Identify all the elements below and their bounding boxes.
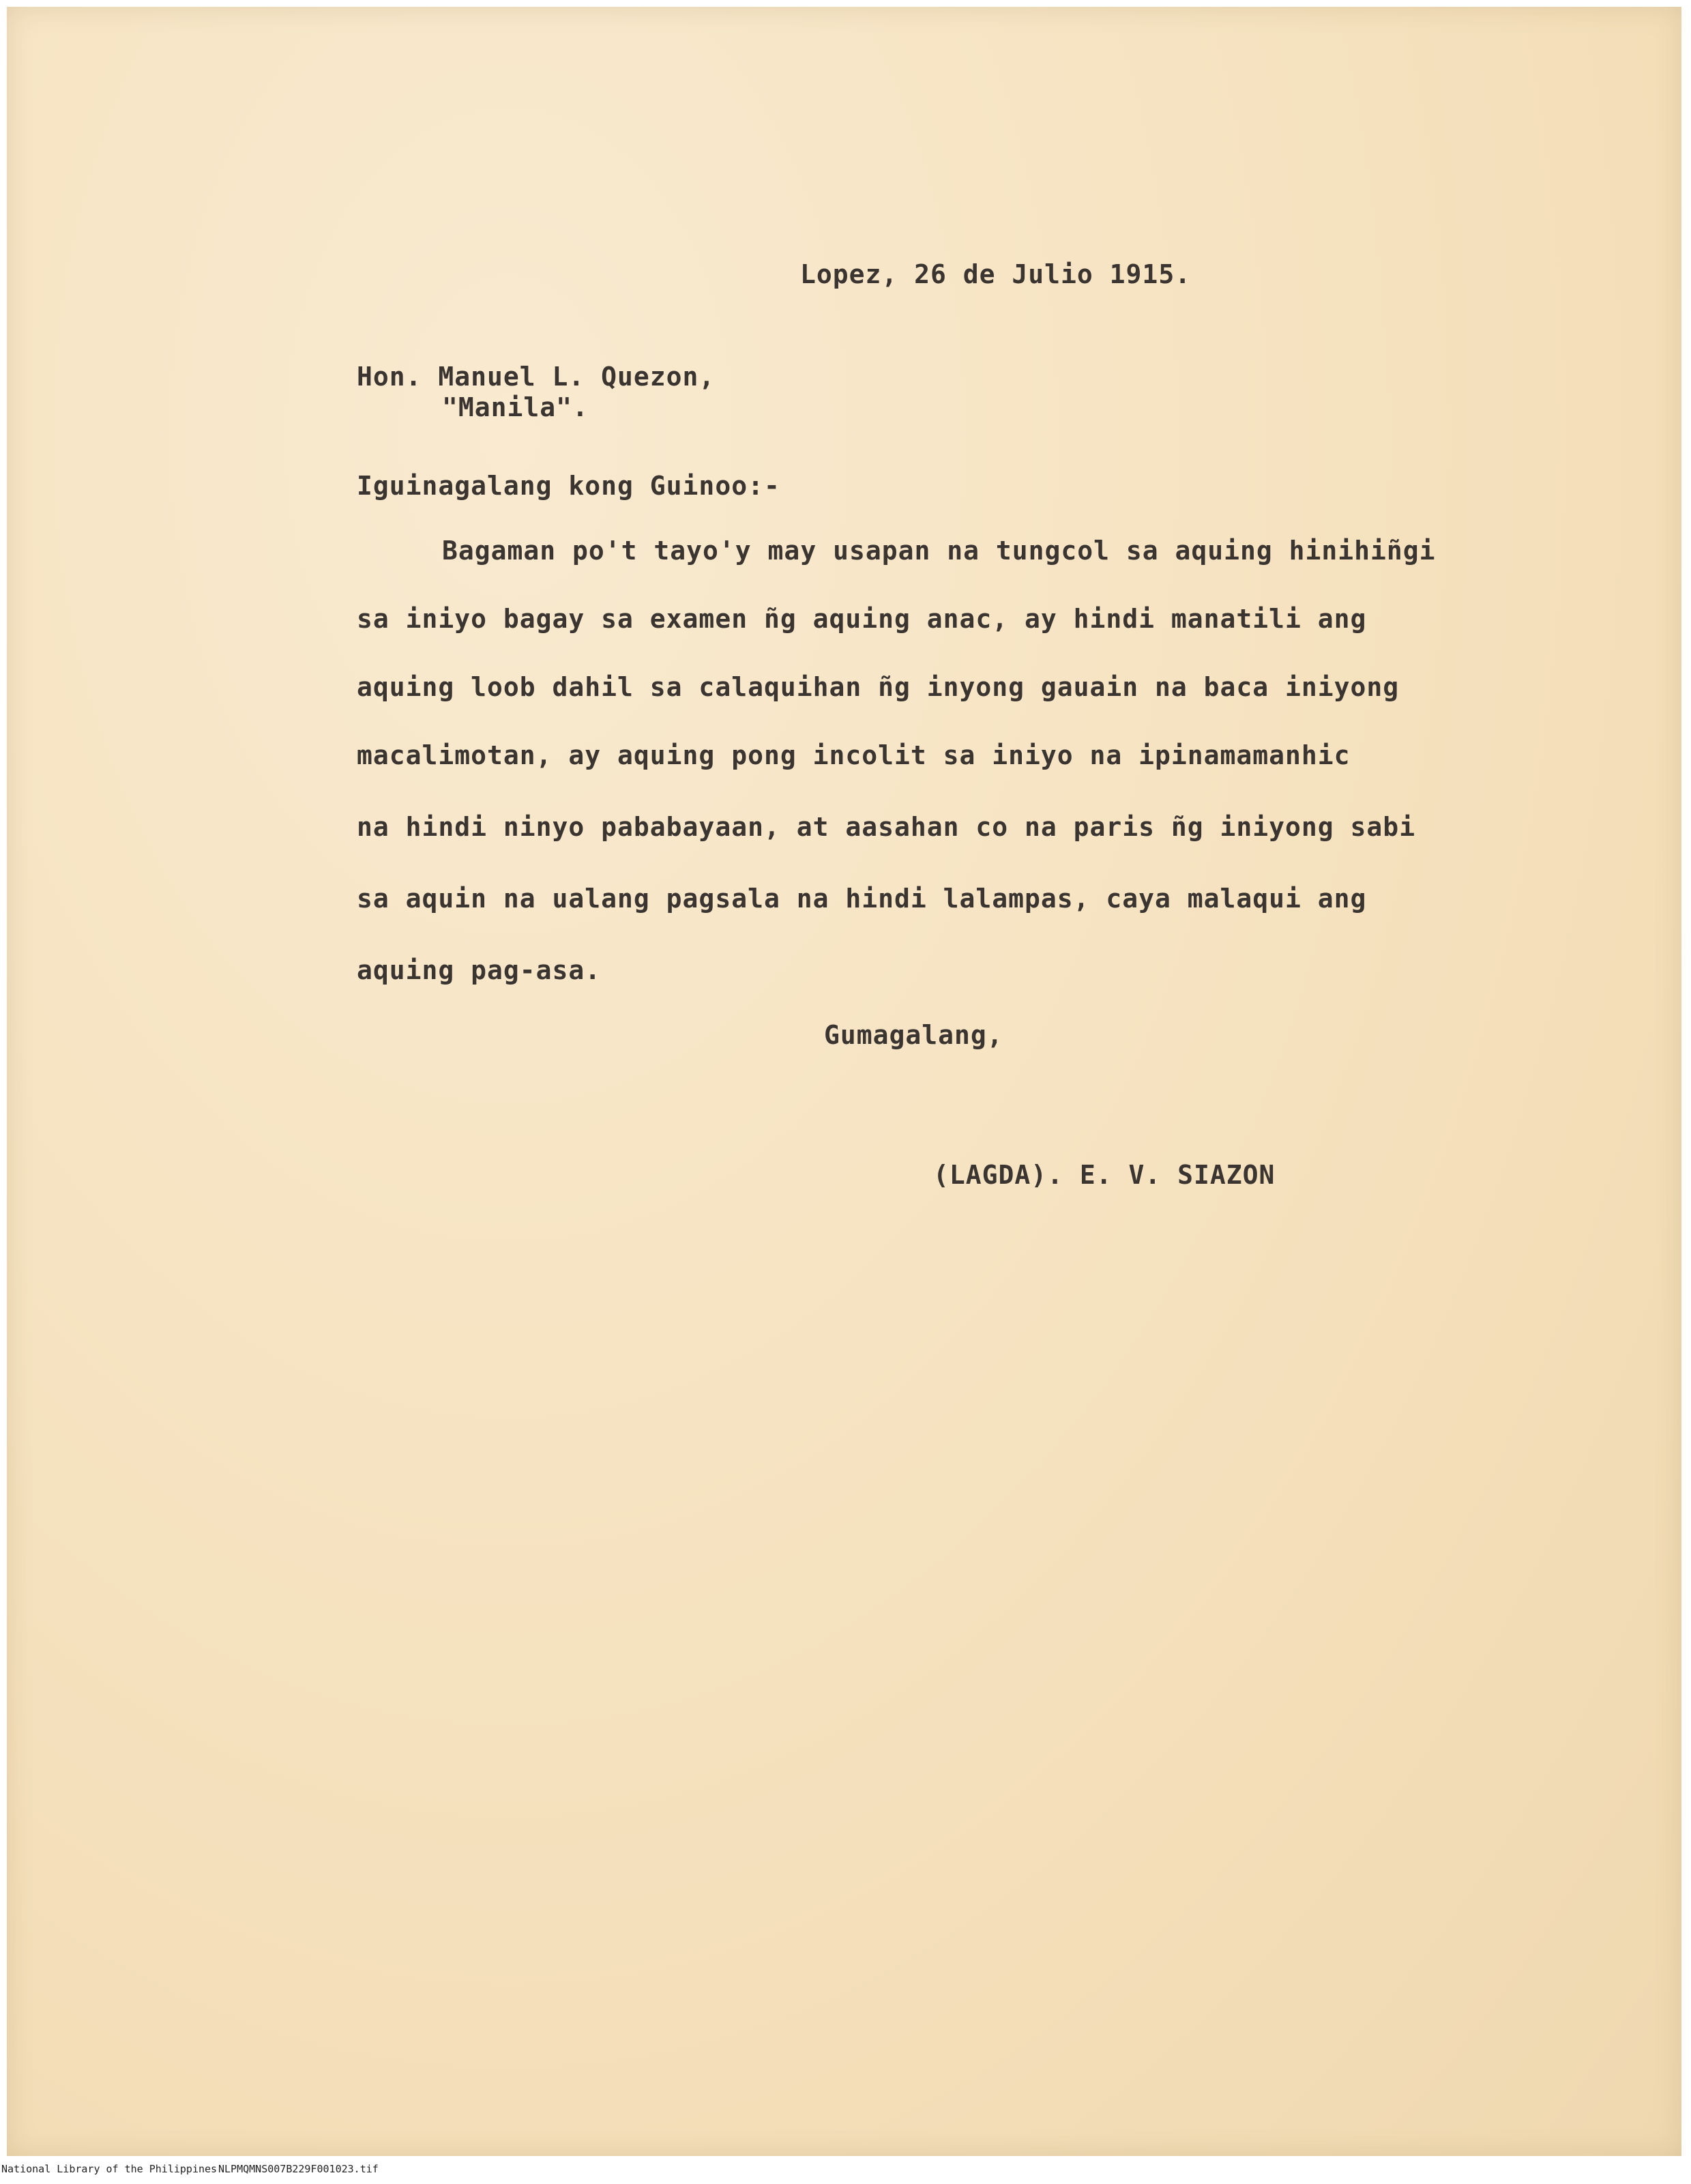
- body-line: na hindi ninyo pababayaan, at aasahan co na paris ñg iniyong sabi: [357, 812, 1416, 842]
- body-line: aquing pag-asa.: [357, 955, 602, 985]
- body-line: Bagaman po't tayo'y may usapan na tungcol sa aquing hinihiñgi: [442, 536, 1436, 566]
- footer-institution: National Library of the Philippines: [1, 2163, 218, 2175]
- body-line: sa aquin na ualang pagsala na hindi lalampas, caya malaqui ang: [357, 884, 1367, 914]
- addressee-city: "Manila".: [442, 392, 589, 422]
- footer-filename: NLPMQMNS007B229F001023.tif: [218, 2163, 379, 2175]
- place-date: Lopez, 26 de Julio 1915.: [800, 259, 1192, 289]
- salutation: Iguinagalang kong Guinoo:-: [357, 471, 780, 501]
- body-line: sa iniyo bagay sa examen ñg aquing anac, ay hindi manatili ang: [357, 604, 1367, 634]
- body-line: macalimotan, ay aquing pong incolit sa iniyo na ipinamamanhic: [357, 740, 1351, 770]
- letter-sheet: [7, 7, 1681, 2156]
- closing: Gumagalang,: [824, 1020, 1003, 1050]
- body-line: aquing loob dahil sa calaquihan ñg inyong gauain na baca iniyong: [357, 672, 1400, 702]
- signature: (LAGDA). E. V. SIAZON: [933, 1160, 1276, 1190]
- addressee-name: Hon. Manuel L. Quezon,: [357, 362, 716, 392]
